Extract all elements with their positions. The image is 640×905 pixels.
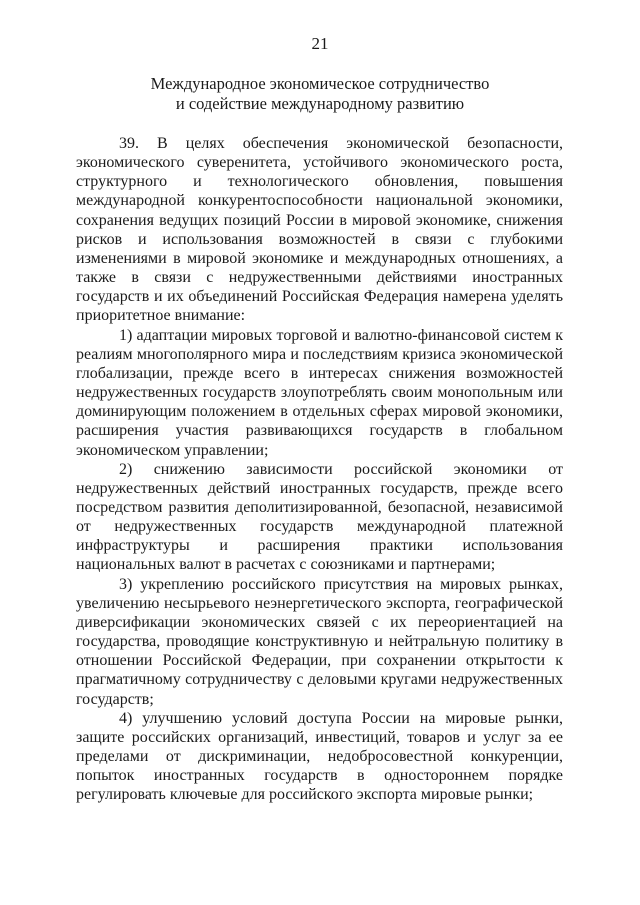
section-heading-line-2: и содействие международному развитию — [175, 94, 465, 113]
list-item-4: 4) улучшению условий доступа России на мировые рынки, защите российских организаций, инвестиций, товаров и услуг за ее пределами от дискриминации, недобросовестной конкуренции, попыток иностранных государств в одностороннем порядке регулировать ключевые для российского экспорта мировые рынки; — [76, 709, 563, 804]
list-item-3: 3) укреплению российского присутствия на мировых рынках, увеличению несырьевого неэнергетического экспорта, географической диверсификации экономических связей с их переориентацией на государства, проводящие конструктивную и нейтральную политику в отношении Российской Федерации, при сохранении открытости к прагматичному сотрудничеству с деловыми кругами недружественных государств; — [76, 575, 563, 708]
paragraph-39: 39. В целях обеспечения экономической безопасности, экономического суверенитета, устойчивого экономического роста, структурного и технологического обновления, повышения международной конкурентоспособности национальной экономики, сохранения ведущих позиций России в мировой экономике, снижения рисков и использования возможностей в связи с глубокими изменениями в мировой экономике и международных отношениях, а также в связи с недружественными действиями иностранных государств и их объединений Российская Федерация намерена уделять приоритетное внимание: — [76, 135, 563, 325]
section-heading — [0, 74, 640, 114]
page-number: 21 — [311, 34, 329, 53]
list-item-2: 2) снижению зависимости российской экономики от недружественных действий иностранных государств, прежде всего посредством развития деполитизированной, безопасной, независимой от недружественных государств международной платежной инфраструктуры и расширения практики использования национальных валют в расчетах с союзниками и партнерами; — [76, 460, 563, 574]
document-body — [76, 134, 563, 804]
list-item-1: 1) адаптации мировых торговой и валютно-финансовой систем к реалиям многополярного мира и последствиям кризиса экономической глобализации, прежде всего в интересах снижения возможностей недружественных государств злоупотреблять своим монопольным или доминирующим положением в отдельных сферах мировой экономики, расширения участия развивающихся государств в глобальном экономическом управлении; — [76, 326, 563, 459]
section-heading-line-1: Международное экономическое сотрудничество — [150, 74, 490, 93]
